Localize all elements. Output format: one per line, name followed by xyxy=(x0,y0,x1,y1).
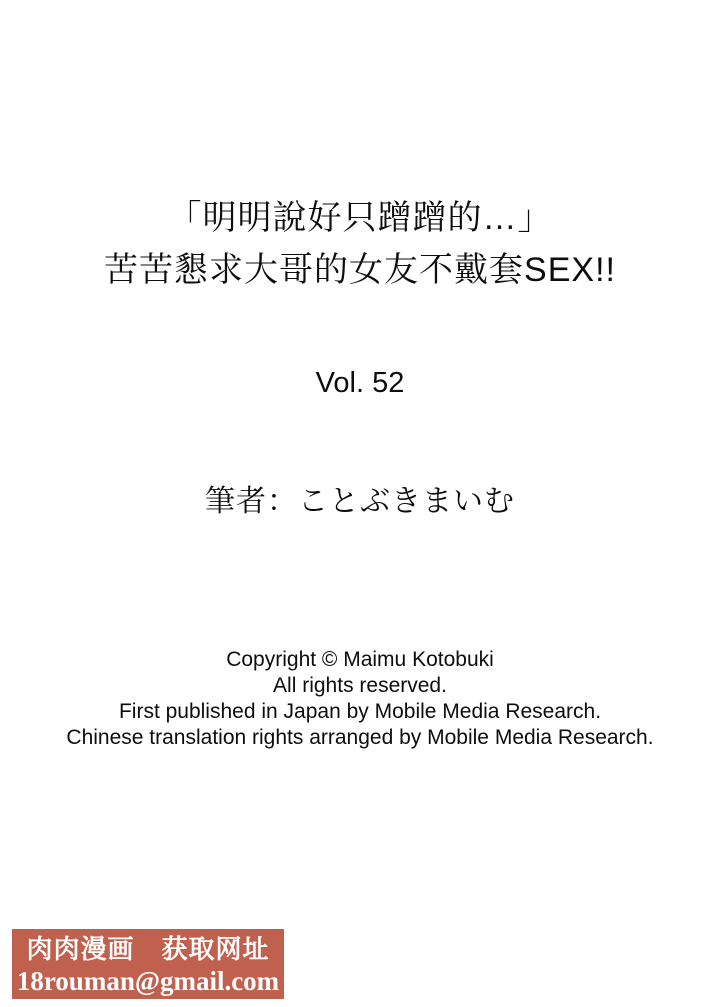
watermark-banner xyxy=(12,929,284,999)
watermark-email: 18rouman@gmail.com xyxy=(16,966,280,996)
series-title xyxy=(0,192,720,296)
author-credit: 筆者：ことぶきまいむ xyxy=(205,485,515,518)
copyright-line-translation: Chinese translation rights arranged by Mobile Media Research. xyxy=(66,726,654,749)
series-title-line-2: 苦苦懇求大哥的女友不戴套SEX!! xyxy=(104,251,616,289)
watermark-site-name: 肉肉漫画 获取网址 xyxy=(26,934,270,964)
copyright-line-publisher: First published in Japan by Mobile Media Research. xyxy=(118,700,602,723)
copyright-line-holder: Copyright © Maimu Kotobuki xyxy=(226,648,494,671)
volume-label: Vol. 52 xyxy=(315,367,405,399)
copyright-block xyxy=(0,647,720,751)
series-title-line-1: 「明明說好只蹭蹭的…」 xyxy=(167,199,553,237)
copyright-line-rights: All rights reserved. xyxy=(273,674,447,697)
